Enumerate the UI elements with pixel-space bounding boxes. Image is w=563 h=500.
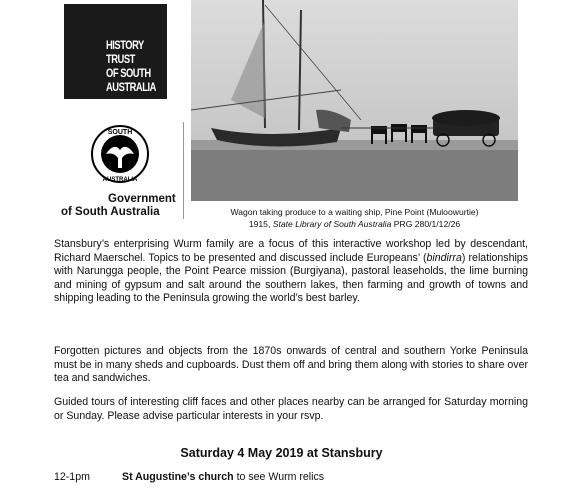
paragraph-italic: bindirra xyxy=(426,251,462,264)
caption-ref: PRG 280/1/12/26 xyxy=(391,219,461,229)
logo-line: HISTORY xyxy=(106,38,144,52)
tours-paragraph: Guided tours of interesting cliff faces and other places nearby can be arranged for Saturday morning or Sunday. Please advise particular interests in your rsvp. xyxy=(54,396,528,422)
schedule-desc: to see Wurm relics xyxy=(233,471,325,483)
divider xyxy=(183,122,184,219)
government-sa-label: of South Australia xyxy=(61,206,160,218)
logo-line: AUSTRALIA xyxy=(106,80,156,94)
intro-paragraph xyxy=(54,238,528,306)
caption-date: 1915, xyxy=(248,219,273,229)
schedule-time: 12-1pm xyxy=(54,471,90,483)
logo-line: OF SOUTH xyxy=(106,66,151,80)
schedule-place: St Augustine’s church xyxy=(122,471,234,483)
piping-shrike-seal-icon xyxy=(88,124,152,186)
event-heading: Saturday 4 May 2019 at Stansbury xyxy=(180,446,383,460)
photo-caption xyxy=(191,206,518,230)
historic-photo xyxy=(191,0,518,201)
svg-text:AUSTRALIA: AUSTRALIA xyxy=(102,177,138,183)
schedule-row xyxy=(54,471,324,483)
history-trust-logo xyxy=(64,4,167,99)
history-trust-logo-text xyxy=(106,38,156,94)
caption-line: Wagon taking produce to a waiting ship, Pine Point (Muloowurtie) xyxy=(230,207,479,217)
government-label: Government xyxy=(108,193,176,205)
logo-line: TRUST xyxy=(106,52,135,66)
pictures-paragraph: Forgotten pictures and objects from the 1870s onwards of central and southern Yorke Peninsula must be in many sheds and cupboards. Dust them off and bring them along with stories to share over tea and sandwiches. xyxy=(54,345,528,385)
caption-line xyxy=(191,218,518,230)
paragraph-text: Stansbury’s enterprising Wurm family are a focus of this interactive workshop led by descendant, Richard Maerschel. Topics to be presented and discussed include Europeans’ ( xyxy=(54,238,528,264)
svg-text:SOUTH: SOUTH xyxy=(107,129,133,136)
caption-source: State Library of South Australia xyxy=(272,219,392,229)
paragraph-text: ) relationships with Narungga people, the Point Pearce mission (Burgiyana), pastoral leaseholds, the lime burning and mining of gypsum and salt around the southern lakes, then farming and growth of towns and shipping leading to the Peninsula growing the world’s best barley. xyxy=(54,251,528,305)
